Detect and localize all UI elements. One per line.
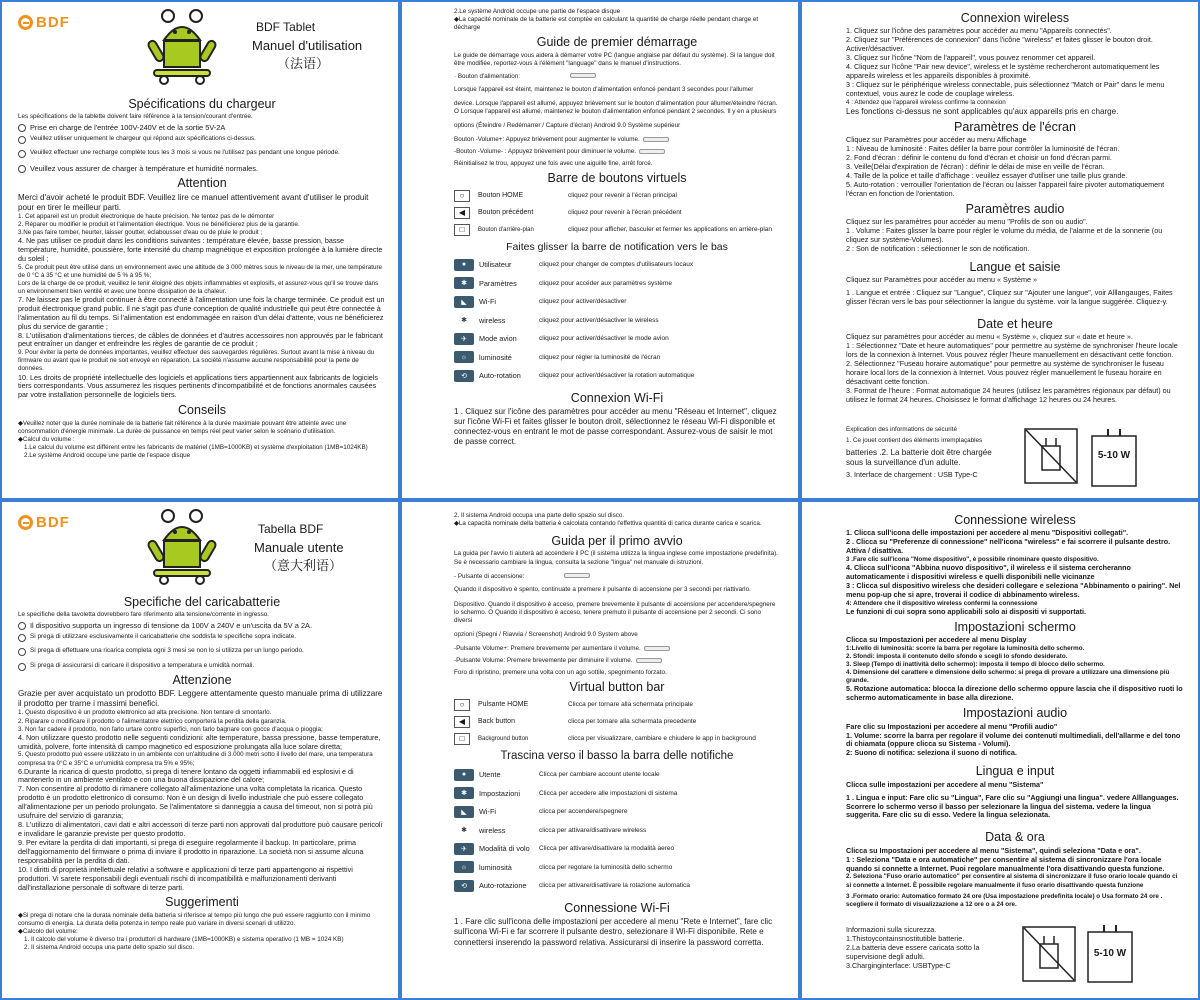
attention-item: 4. Ne pas utiliser ce produit dans les conditions suivantes : température élevée, basse pression, basse température, humidité, poussière, forte intensité du champ magnétique et exposition prolongée à la lumière directe du soleil ;	[18, 235, 383, 263]
heading-guide: Guide de premier démarrage	[536, 35, 698, 50]
guide-step: -Bouton -Volume- : Appuyez brièvement pour diminuer le volume.	[454, 148, 780, 156]
brand-logo: BDF	[18, 14, 70, 31]
safety-item: batteries .2. La batterie doit être chargée sous la surveillance d'un adulte.	[846, 448, 992, 468]
guide-intro: La guida per l'avvio ti aiuterà ad accendere il PC (il sistema utilizza la lingua inglese come impostazione predefinita). Se è necessario cambiare la lingua, consulta la sezione "lingua" nel manuale di istruzioni.	[454, 550, 778, 566]
attention-item: 3.Ne pas faire tomber, heurter, laisser goutter, éclabousser d'eau ou de pluie le produit ;	[18, 228, 263, 236]
suggerimenti-item: 2. Il sistema Android occupa una parte dello spazio sul disco.	[24, 944, 195, 952]
guide-step: Quando il dispositivo è spento, continuate a premere il pulsante di accensione per 3 secondi per riattivarlo.	[454, 585, 751, 593]
virtual-button-row: ○ Bouton HOME cliquez pour revenir à l'écran principal	[454, 187, 780, 204]
safety-item: 2.La batteria deve essere caricata sotto la supervisione degli adulti.	[846, 942, 980, 961]
date-item: Cliquez sur paramètres pour accéder au menu « Système », cliquez sur « date et heure ».	[846, 332, 1133, 342]
screen-item: 2. Fond d'écran : définir le contenu du fond d'écran et choisir un fond d'écran parmi.	[846, 153, 1112, 163]
heading-wifi: Connexion Wi-Fi	[570, 390, 664, 405]
date-item: 3 .Formato orario: Automatico formato 24 ore (Usa impostazione predefinita locale) o Usa formato 24 ore . scegliere il formato di visualizzazione a 12 ore o a 24 ore.	[846, 892, 1163, 908]
power-key-icon	[564, 573, 590, 578]
heading-charger: Specifiche del caricabatterie	[123, 595, 281, 609]
airplane-icon: ✈	[454, 333, 474, 345]
safety-item: 3. Interface de chargement : USB Type-C	[846, 470, 978, 480]
brand-logo: BDF	[18, 514, 70, 531]
notif-row: ⟲ Auto-rotazione clicca per attivare/disattivare la rotazione automatica	[454, 877, 780, 896]
wifi-text: 1 . Fare clic sull'icona delle impostazioni per accedere al menu "Rete e Internet", fare clic sull'icona Wi-Fi e far scorrere il pulsante destro, selezionare il Wi-Fi disponibile. Rete e connettersi inserendo la password relativa. Assicurarsi di inserire la password corretta.	[454, 917, 773, 947]
conseils-item: 1.Le calcul du volume est différent entre les fabricants de matériel (1MB=1000KB) et système d'exploitation (1MB=1024KB)	[24, 443, 368, 451]
page-it-guide	[400, 500, 800, 1000]
guide-intro: Le guide de démarrage vous aidera à démarrer votre PC (langue anglaise par défaut du système). Si la langue doit être modifiée, reportez-vous à l'élément "language" dans le manuel d'instructions.	[454, 51, 775, 67]
heading-virtual-bar: Virtual button bar	[569, 679, 665, 694]
bluetooth-icon: ✱	[454, 824, 474, 836]
charger-item: Prise en charge de l'entrée 100V-240V et de la sortie 5V-2A	[18, 123, 386, 133]
charger-item: Veuillez vous assurer de charger à température et humidité normales.	[18, 164, 386, 174]
page-fr-settings	[800, 0, 1200, 500]
home-icon: ○	[454, 190, 470, 202]
virtual-button-row: ◀ Back button clicca per tornare alla schermata precedente	[454, 713, 780, 730]
volume-up-key-icon	[644, 646, 670, 651]
guide-step: -Pulsante Volume: Premere brevemente per diminuire il volume.	[454, 657, 780, 665]
recents-icon: □	[454, 733, 470, 745]
recents-icon: □	[454, 224, 470, 236]
guide-step: -Pulsante Volume+: Premere brevemente per aumentare il volume.	[454, 645, 780, 653]
heading-audio: Paramètres audio	[965, 201, 1065, 216]
audio-item: 2 : Son de notification : sélectionner le son de notification.	[846, 243, 1030, 253]
screen-item: 5. Auto-rotation : verrouiller l'orientation de l'écran ou laisser l'appareil faire pivoter automatiquement l'écran en fonction de l'orientation.	[846, 179, 1165, 198]
top-note: 2.Le système Android occupe une partie de l'espace disque	[454, 8, 621, 15]
screen-item: Cliquez sur Paramètres pour accéder au menu Affichage	[846, 135, 1027, 145]
charger-item: Si prega di assicurarsi di caricare il dispositivo a temperatura e umidità normali.	[18, 662, 386, 670]
heading-language: Lingua e input	[975, 764, 1055, 779]
suggerimenti-item: 1. Il calcolo del volume è diverso tra i produttori di hardware (1MB=1000KB) e sistema operativo (1 MB = 1024 KB)	[24, 935, 344, 943]
attention-item: 1. Questo dispositivo è un prodotto elettronico ad alta precisione. Non tentare di smontarlo.	[18, 709, 272, 717]
guide-step: Foro di ripristino, premere una volta con un ago sottile, spegnimento forzato.	[454, 668, 667, 676]
wifi-text: 1 . Cliquez sur l'icône des paramètres pour accéder au menu "Réseau et Internet", cliquez sur l'icône Wi-Fi et faites glisser le bouton droit, sélectionnez le réseau Wi-Fi disponible et connectez-vous en entrant le mot de passe correspondant. Assurez-vous de saisir le mot de passe correct.	[454, 407, 777, 447]
date-item: 1 : Seleziona "Data e ora automatiche" per consentire al sistema di sincronizzare l'ora locale quando si connette a Internet. Puoi regolare manualmente l'ora disattivando questa funzione.	[846, 854, 1165, 873]
heading-audio: Impostazioni audio	[962, 706, 1068, 721]
notif-row: ☼ luminosité cliquez pour régler la luminosité de l'écran	[454, 348, 780, 367]
attention-item: 5. Questo prodotto può essere utilizzato in un ambiente con un'altitudine di 3.000 metri sotto il livello del mare, una temperatura compresa tra 0°C e 35°C e un'umidità compresa tra 5% e 95%;	[18, 751, 373, 767]
no-charger-included-icon	[1022, 926, 1076, 982]
brand-ring-icon	[18, 15, 33, 30]
watt-label: 5-10 W	[1093, 948, 1127, 959]
date-item: Clicca su Impostazioni per accedere al menu "Sistema", quindi seleziona "Data e ora".	[846, 845, 1141, 855]
heading-wireless: Connessione wireless	[954, 513, 1076, 527]
watt-label: 5-10 W	[1097, 450, 1131, 461]
charger-item: Veuillez utiliser uniquement le chargeur qui répond aux spécifications ci-dessus.	[18, 135, 386, 143]
brightness-icon: ☼	[454, 351, 474, 363]
screen-item: 4. Dimensione del carattere e dimensione dello schermo: si prega di provare a utilizzare una dimensione più grande.	[846, 669, 1170, 685]
bluetooth-icon: ✱	[454, 314, 474, 326]
wireless-step: 3 .Fare clic sull'icona "Nome dispositivo", è possibile rinominare questo dispositivo.	[846, 556, 1099, 564]
attention-item: 9. Per evitare la perdita di dati importanti, si prega di eseguire regolarmente il backup. In particolare, prima dell'aggiornamento del firmware o prima di inviare il prodotto in riparazione. La società non si assume alcuna responsabilità per la perdita di dati.	[18, 837, 364, 865]
notif-row: ✱ wireless clicca per attivare/disattivare wireless	[454, 821, 780, 840]
safety-title: Explication des informations de sécurité	[846, 426, 957, 433]
gear-icon: ✱	[454, 787, 474, 799]
notif-row: ◣ Wi-Fi clicca per accendere/spegnere	[454, 803, 780, 822]
audio-item: Fare clic su Impostazioni per accedere al menu "Profili audio"	[846, 721, 1058, 731]
virtual-button-row: □ Background button clicca per visualizzare, cambiare e chiudere le app in background	[454, 730, 780, 747]
screen-item: 1 : Niveau de luminosité : Faites défiler la barre pour contrôler la luminosité de l'écran.	[846, 144, 1120, 154]
attention-item: Lors de la charge de ce produit, veuillez le tenir éloigné des objets inflammables et explosifs, et assurez-vous qu'il se trouve dans un environnement bien ventilé et avec une bonne dissipation de la chaleur.	[18, 279, 379, 295]
wireless-step: 3 : Clicca sul dispositivo wireless che desideri collegare e seleziona "Abbinamento o pairing". Nel menu pop-up che si apre, troverai il codice di abbinamento wireless.	[846, 581, 1181, 599]
heading-wifi: Connessione Wi-Fi	[564, 901, 670, 916]
date-item: 2. Seleziona "Fuso orario automatico" per consentire al sistema di sincronizzare il fuso orario locale quando ci si connette a Internet. È possibile regolare manualmente il fuso orario disattivando questa funzione	[846, 873, 1178, 889]
attention-item: 7. Ne laissez pas le produit continuer à être connecté à l'alimentation une fois la charge terminée. Ce produit est un produit électronique grand public. Il ne s'agit pas d'une conception de qualité industrielle qui peut être connectée à l'alimentation au fil du temps. Si l'alimentation est endommagée en raison d'un délai d'attente, vous ne bénéficierez plus du service de garantie ;	[18, 294, 385, 331]
audio-item: 1 . Volume : Faites glisser la barre pour régler le volume du média, de l'alarme et de la sonnerie (ou cliquez sur système-Volumes).	[846, 225, 1163, 244]
heading-conseils: Conseils	[178, 403, 226, 418]
notif-row: ● Utente Clicca per cambiare account utente locale	[454, 766, 780, 785]
heading-date: Date et heure	[977, 316, 1053, 331]
home-icon: ○	[454, 699, 470, 711]
guide-step: Lorsque l'appareil est éteint, maintenez le bouton d'alimentation enfoncé pendant 3 secondes pour l'allumer	[454, 85, 754, 93]
rotate-icon: ⟲	[454, 880, 474, 892]
language-item: Cliquez sur Paramètres pour accéder au menu « Système »	[846, 275, 1037, 285]
audio-item: 2: Suono di notifica: seleziona il suono di notifica.	[846, 748, 1017, 758]
screen-item: 1:Livello di luminosità: scorre la barra per regolare la luminosità dello schermo.	[846, 645, 1085, 653]
wireless-note: Les fonctions ci-dessus ne sont applicables qu'aux appareils pris en charge.	[846, 106, 1119, 116]
conseils-item: ◆Calcul du volume :	[18, 435, 75, 443]
conseils-item: ◆Veuillez noter que la durée nominale de la batterie fait référence à la durée maximale pouvant être atteinte avec une consommation d'énergie minimale. La durée de puissance en temps réel peut varier selon le scénario d'utilisation.	[18, 419, 347, 435]
wireless-note: Le funzioni di cui sopra sono applicabili solo ai dispositi vi supportati.	[846, 606, 1087, 616]
safety-title: Informazioni sulla sicurezza.	[846, 925, 937, 934]
page-it-cover	[0, 500, 400, 1000]
audio-item: Cliquez sur les paramètres pour accéder au menu "Profils de son ou audio".	[846, 217, 1088, 227]
cover-title-1: Tabella BDF	[258, 522, 324, 536]
safety-item: 1. Ce jouet contient des éléments irremplaçables	[846, 437, 983, 445]
notif-row: ✱ Impostazioni Clicca per accedere alle impostazioni di sistema	[454, 784, 780, 803]
back-icon: ◀	[454, 207, 470, 219]
rotate-icon: ⟲	[454, 370, 474, 382]
guide-step: Dispositivo. Quando il dispositivo è acceso, premere brevemente il pulsante di accensione per accendere/spegnere lo schermo. O Quando il dispositivo è acceso, tenere premuto il pulsante di accensione per 2 secondi. Ci sono diversi	[454, 600, 776, 624]
cover-title-2: Manuale utente	[254, 540, 344, 555]
wireless-step: 4 : Attendez que l'appareil wireless confirme la connexion	[846, 98, 1006, 106]
heading-date: Data & ora	[985, 830, 1045, 845]
heading-attention: Attention	[177, 176, 227, 191]
date-item: 3. Format de l'heure : Format automatique 24 heures (utilisez les paramètres régionaux par défaut) ou utilisez le format 24 heures. Choisissez le format d'affichage 12 heures ou 24 heures.	[846, 385, 1171, 404]
screen-item: 5. Rotazione automatica: blocca la direzione dello schermo oppure lascia che il dispositivo ruoti lo schermo automaticamente in base alla direzione.	[846, 684, 1183, 703]
cover-title-3: （意大利语）	[264, 558, 343, 573]
guide-step: opzioni (Spegni / Riavvia / Screenshot) Android 9.0 System above	[454, 630, 638, 638]
volume-down-key-icon	[639, 149, 665, 154]
notif-row: ☼ luminosità clicca per regolare la luminosità dello schermo	[454, 858, 780, 877]
cover-title-2: Manuel d'utilisation	[252, 38, 363, 53]
screen-item: 4. Taille de la police et taille d'affichage : veuillez essayer d'utiliser une taille plus grande.	[846, 170, 1128, 180]
power-key-icon	[570, 73, 596, 78]
brightness-icon: ☼	[454, 861, 474, 873]
attention-intro: Merci d'avoir acheté le produit BDF. Veuillez lire ce manuel attentivement avant d'utiliser le produit pour en tirer le meilleur parti.	[18, 192, 369, 212]
attention-intro: Grazie per aver acquistato un prodotto BDF. Leggere attentamente questo manuale prima di utilizzare il prodotto per trarne i massimi benefici.	[18, 689, 383, 709]
attention-item: 10. I diritti di proprietà intellettuale relativi a software e applicazioni di terze parti appartengono ai rispettivi produttori. Vi sarete responsabili degli eventuali rischi di incompatibilità e malfunzionamenti derivanti dall'installazione personale di software di terze parti.	[18, 864, 353, 892]
android-mascot-icon	[142, 6, 222, 86]
language-item: 1 . Langue et entrée : Cliquez sur "Langue", Cliquez sur "Ajouter une langue", voir Alllangauges, Faites glisser l'écran vers le bas pour sélectionner la langue du système. voir la langue suggérée. Cliquez-y.	[846, 288, 1173, 306]
guide-step: Bouton -Volume+: Appuyez brièvement pour augmenter le volume.	[454, 136, 780, 144]
conseils-item: 2.Le système Android occupe une partie de l'espace disque	[24, 451, 191, 459]
virtual-button-row: ◀ Bouton précédent cliquez pour revenir à l'écran précédent	[454, 204, 780, 221]
screen-item: 3. Veille(Délai d'expiration de l'écran) : définir le délai de mise en veille de l'écran.	[846, 161, 1105, 171]
page-fr-cover	[0, 0, 400, 500]
screen-item: 3. Sleep (Tempo di inattività dello schermo): imposta il tempo di blocco dello schermo.	[846, 661, 1105, 669]
no-charger-included-icon	[1024, 428, 1078, 484]
wireless-step: 3 : Cliquez sur le périphérique wireless connectable, puis sélectionnez "Match or Pair" dans le menu contextuel, vous aurez le code de couplage wireless.	[846, 79, 1165, 98]
safety-item: 1.Thistoycontainsnostitutible batterie.	[846, 933, 965, 943]
heading-wireless: Connexion wireless	[960, 11, 1070, 25]
screen-item: Clicca su Impostazioni per accedere al menu Display	[846, 635, 1027, 645]
attention-item: 8. L'utilizzo di alimentatori, cavi dati e altri accessori di terze parti non approvati dal produttore può causare pericoli e invalidare le garanzie previste per questo prodotto.	[18, 820, 383, 838]
notif-row: ✈ Modalità di volo Clicca per attivare/disattivare la modalità aereo	[454, 840, 780, 859]
top-note: ◆La capacità nominale della batteria è calcolata contando l'effettiva quantità di carica durante carica e scarica.	[454, 520, 762, 528]
user-icon: ●	[454, 769, 474, 781]
notif-row: ● Utilisateur cliquez pour changer de comptes d'utilisateurs locaux	[454, 255, 780, 274]
cover-title-3: （法语）	[277, 56, 330, 71]
heading-charger: Spécifications du chargeur	[128, 97, 276, 111]
page-it-settings	[800, 500, 1200, 1000]
wifi-icon: ◣	[454, 806, 474, 818]
virtual-button-row: ○ Pulsante HOME Clicca per tornare alla schermata principale	[454, 696, 780, 713]
language-item: Clicca sulle impostazioni per accedere al menu "Sistema"	[846, 779, 1044, 789]
back-icon: ◀	[454, 716, 470, 728]
wireless-step: 4: Attendere che il dispositivo wireless confermi la connessione	[846, 599, 1038, 607]
attention-item: 3. Non far cadere il prodotto, non farlo urtare contro superfici, non farlo bagnare con gocce d'acqua o pioggia;	[18, 725, 323, 733]
volume-down-key-icon	[636, 658, 662, 663]
notif-row: ✱ wireless cliquez pour activer/désactiver le wireless	[454, 311, 780, 330]
top-note: ◆La capacité nominale de la batterie est comptée en calculant la quantité de charge réelle pendant charge et décharge	[454, 16, 759, 32]
attention-item: 5. Ce produit peut être utilisé dans un environnement avec une altitude de 3 000 mètres sous le niveau de la mer, une température de 0 °C à 35 °C et une humidité de 5 % à 95 %;	[18, 263, 383, 279]
safety-item: 3.Charginginterface: USBType-C	[846, 960, 951, 970]
attention-item: 1. Cet appareil est un produit électronique de haute précision. Ne tentez pas de le démonter	[18, 212, 275, 220]
heading-language: Langue et saisie	[969, 259, 1061, 274]
heading-notification: Faites glisser la barre de notification vers le bas	[506, 241, 728, 254]
user-icon: ●	[454, 259, 474, 271]
attention-item: 2. Réparer ou modifier le produit et l'alimentation électrique. Vous ne bénéficierez plus de la garantie.	[18, 220, 300, 228]
cover-title-1: BDF Tablet	[256, 20, 316, 34]
audio-item: 1. Volume: scorre la barra per regolare il volume dei contenuti multimediali, dell'allarme e del tono di chiamata (oppure clicca su Sistema - Volumi).	[846, 730, 1181, 749]
charger-intro: Le specifiche della tavoletta dovrebbero fare riferimento alla tensione/corrente in ingresso.	[18, 611, 269, 619]
attention-item: 4. Non utilizzare questo prodotto nelle seguenti condizioni: alte temperature, bassa pressione, basse temperature, umidità, polvere, forte intensità di campo magnetico ed esposizione prolungata alla luce solare diretta;	[18, 732, 381, 751]
wireless-step: 1. Cliquez sur l'icône des paramètres pour accéder au menu "Appareils connectés".	[846, 26, 1112, 36]
virtual-button-row: □ Bouton d'arrière-plan cliquez pour afficher, basculer et fermer les applications en arrière-plan	[454, 221, 780, 238]
wireless-step: 4. Clicca sull'icona "Abbina nuovo dispositivo", il wireless e il sistema cercheranno automaticamente i dispositivi wireless e quelli disponibili nelle vicinanze	[846, 563, 1131, 582]
language-item: 1 . Lingua e input: Fare clic su "Lingua", Fare clic su "Aggiungi una lingua". vedere Alllanguages. Scorrere lo schermo verso il basso per selezionare la lingua del sistema. vedere la lingua suggerita. Fare clic su di esso. Vedere la lingua selezionata.	[846, 792, 1179, 820]
attention-item: 8. L'utilisation d'alimentations tierces, de câbles de données et d'autres accessoires non approuvés par le fabricant peut entraîner un danger et enfreindre les règles de garantie de ce produit ;	[18, 330, 383, 349]
android-mascot-icon	[142, 506, 222, 586]
wireless-step: 4. Cliquez sur l'icône "Pair new device", wireless et le système rechercheront automatiquement les appareils wireless et les appareils disponibles à proximité.	[846, 62, 1160, 80]
top-note: 2. Il sistema Android occupa una parte dello spazio sul disco.	[454, 512, 625, 519]
charger-item: Si prega di utilizzare esclusivamente il caricabatterie che soddisfa le specifiche sopra indicate.	[18, 633, 386, 641]
guide-step: device. Lorsque l'appareil est allumé, appuyez brièvement sur le bouton d'alimentation pour allumer/éteindre l'écran. O Lorsque l'appareil est allumé, maintenez le bouton d'alimentation enfoncé pendant 2 secondes. Il y en a plusieurs	[454, 99, 778, 115]
gear-icon: ✱	[454, 277, 474, 289]
page-fr-guide	[400, 0, 800, 500]
heading-virtual-bar: Barre de boutons virtuels	[547, 170, 687, 185]
volume-up-key-icon	[643, 137, 669, 142]
heading-screen: Impostazioni schermo	[954, 619, 1076, 634]
heading-guide: Guida per il primo avvio	[551, 534, 683, 549]
charger-intro: Les spécifications de la tablette doivent faire référence à la tension/courant d'entrée.	[18, 113, 253, 121]
attention-item: 2. Riparare o modificare il prodotto o l'alimentatore elettrico comporterà la perdita della garanzia.	[18, 717, 287, 725]
notif-row: ⟲ Auto-rotation cliquez pour activer/désactiver la rotation automatique	[454, 366, 780, 385]
notif-row: ✱ Paramètres cliquez pour accéder aux paramètres système	[454, 274, 780, 293]
date-item: 1 : Sélectionnez "Date et heure automatiques" pour permettre au système de synchroniser l'heure locale lors de la connexion à Internet. Vous pouvez régler l'heure manuellement en désactivant cette fonction.	[846, 341, 1178, 360]
heading-screen: Paramètres de l'écran	[954, 119, 1076, 134]
attention-item: 9. Pour éviter la perte de données importantes, veuillez effectuer des sauvegardes régulières. Surtout avant la mise à niveau du firmware ou avant que le produit ne soit envoyé en réparation. La société n'assume aucune responsabilité pour la perte de données.	[18, 349, 375, 373]
attention-item: 10. Les droits de propriété intellectuelle des logiciels et applications tiers appartiennent aux fabricants de logiciels tiers correspondants. Vous assumerez les risques pertinents d'incompatibilité et de fonctions anormales causées par votre installation personnelle de logiciels tiers.	[18, 372, 378, 400]
guide-step: options (Éteindre / Redémarrer / Capture d'écran) Android 9.0 Système supérieur	[454, 121, 681, 129]
brand-ring-icon	[18, 515, 33, 530]
suggerimenti-item: ◆Calcolo del volume:	[18, 927, 78, 935]
power-button-label: - Pulsante di accensione:	[454, 573, 780, 581]
wireless-step: 2 . Clicca su "Preferenze di connessione" nell'icona "wireless" e fai scorrere il pulsante destro. Attiva / disattiva.	[846, 537, 1171, 556]
screen-item: 2. Sfondi: imposta il contenuto dello sfondo e scegli lo sfondo desiderato.	[846, 653, 1068, 661]
attention-item: 7. Non consentire al prodotto di rimanere collegato all'alimentazione una volta completata la ricarica. Questo prodotto è un prodotto elettronico di consumo. Non è un design di livello industriale che può essere collegato all'alimentazione per un periodo prolungato. Se l'alimentatore si danneggia a causa del timeout, non si potrà più usufruire del servizio di garanzia;	[18, 784, 373, 821]
wireless-step: 2. Cliquez sur "Préférences de connexion" dans l'icône "wireless" et faites glisser le bouton droit. Activer/désactiver.	[846, 35, 1153, 54]
attention-item: 6.Durante la ricarica di questo prodotto, si prega di tenere lontano da oggetti infiammabili ed esplosivi e di mantenerlo in un ambiente ventilato e con una buona dissipazione del calore;	[18, 766, 354, 785]
heading-notification: Trascina verso il basso la barra delle notifiche	[500, 750, 734, 763]
guide-step: Réinitialisez le trou, appuyez une fois avec une aiguille fine, arrêt forcé.	[454, 159, 653, 167]
wireless-step: 1. Clicca sull'icona delle impostazioni per accedere al menu "Dispositivi collegati".	[846, 528, 1129, 538]
date-item: 2. Sélectionnez "Fuseau horaire automatique" pour permettre au système de synchroniser le fuseau horaire local lors de la connexion à Internet. Vous pouvez régler manuellement le fuseau horaire en désactivant cette fonction.	[846, 359, 1164, 386]
charger-item: Veuillez effectuer une recharge complète tous les 3 mois si vous ne l'utilisez pas pendant une longue période.	[18, 149, 386, 157]
suggerimenti-item: ◆Si prega di notare che la durata nominale della batteria si riferisce al tempo più lungo che può essere raggiunto con il minimo consumo di energia. La durata della potenza in tempo reale può variare in diversi scenari di utilizzo.	[18, 911, 371, 927]
heading-attention: Attenzione	[172, 673, 232, 688]
charger-item: Si prega di effettuare una ricarica completa ogni 3 mesi se non lo si utilizza per un lungo periodo.	[18, 647, 386, 655]
power-button-label: · Bouton d'alimentation:	[454, 73, 780, 81]
wireless-step: 3. Cliquez sur l'icône "Nom de l'appareil", vous pouvez renommer cet appareil.	[846, 53, 1096, 63]
wifi-icon: ◣	[454, 296, 474, 308]
charger-item: Il dispositivo supporta un ingresso di tensione da 100V a 240V e un'uscita da 5V a 2A.	[18, 621, 386, 631]
airplane-icon: ✈	[454, 843, 474, 855]
notif-row: ✈ Mode avion cliquez pour activer/désactiver le mode avion	[454, 329, 780, 348]
heading-suggerimenti: Suggerimenti	[165, 895, 239, 910]
notif-row: ◣ Wi-Fi cliquez pour activer/désactiver	[454, 292, 780, 311]
